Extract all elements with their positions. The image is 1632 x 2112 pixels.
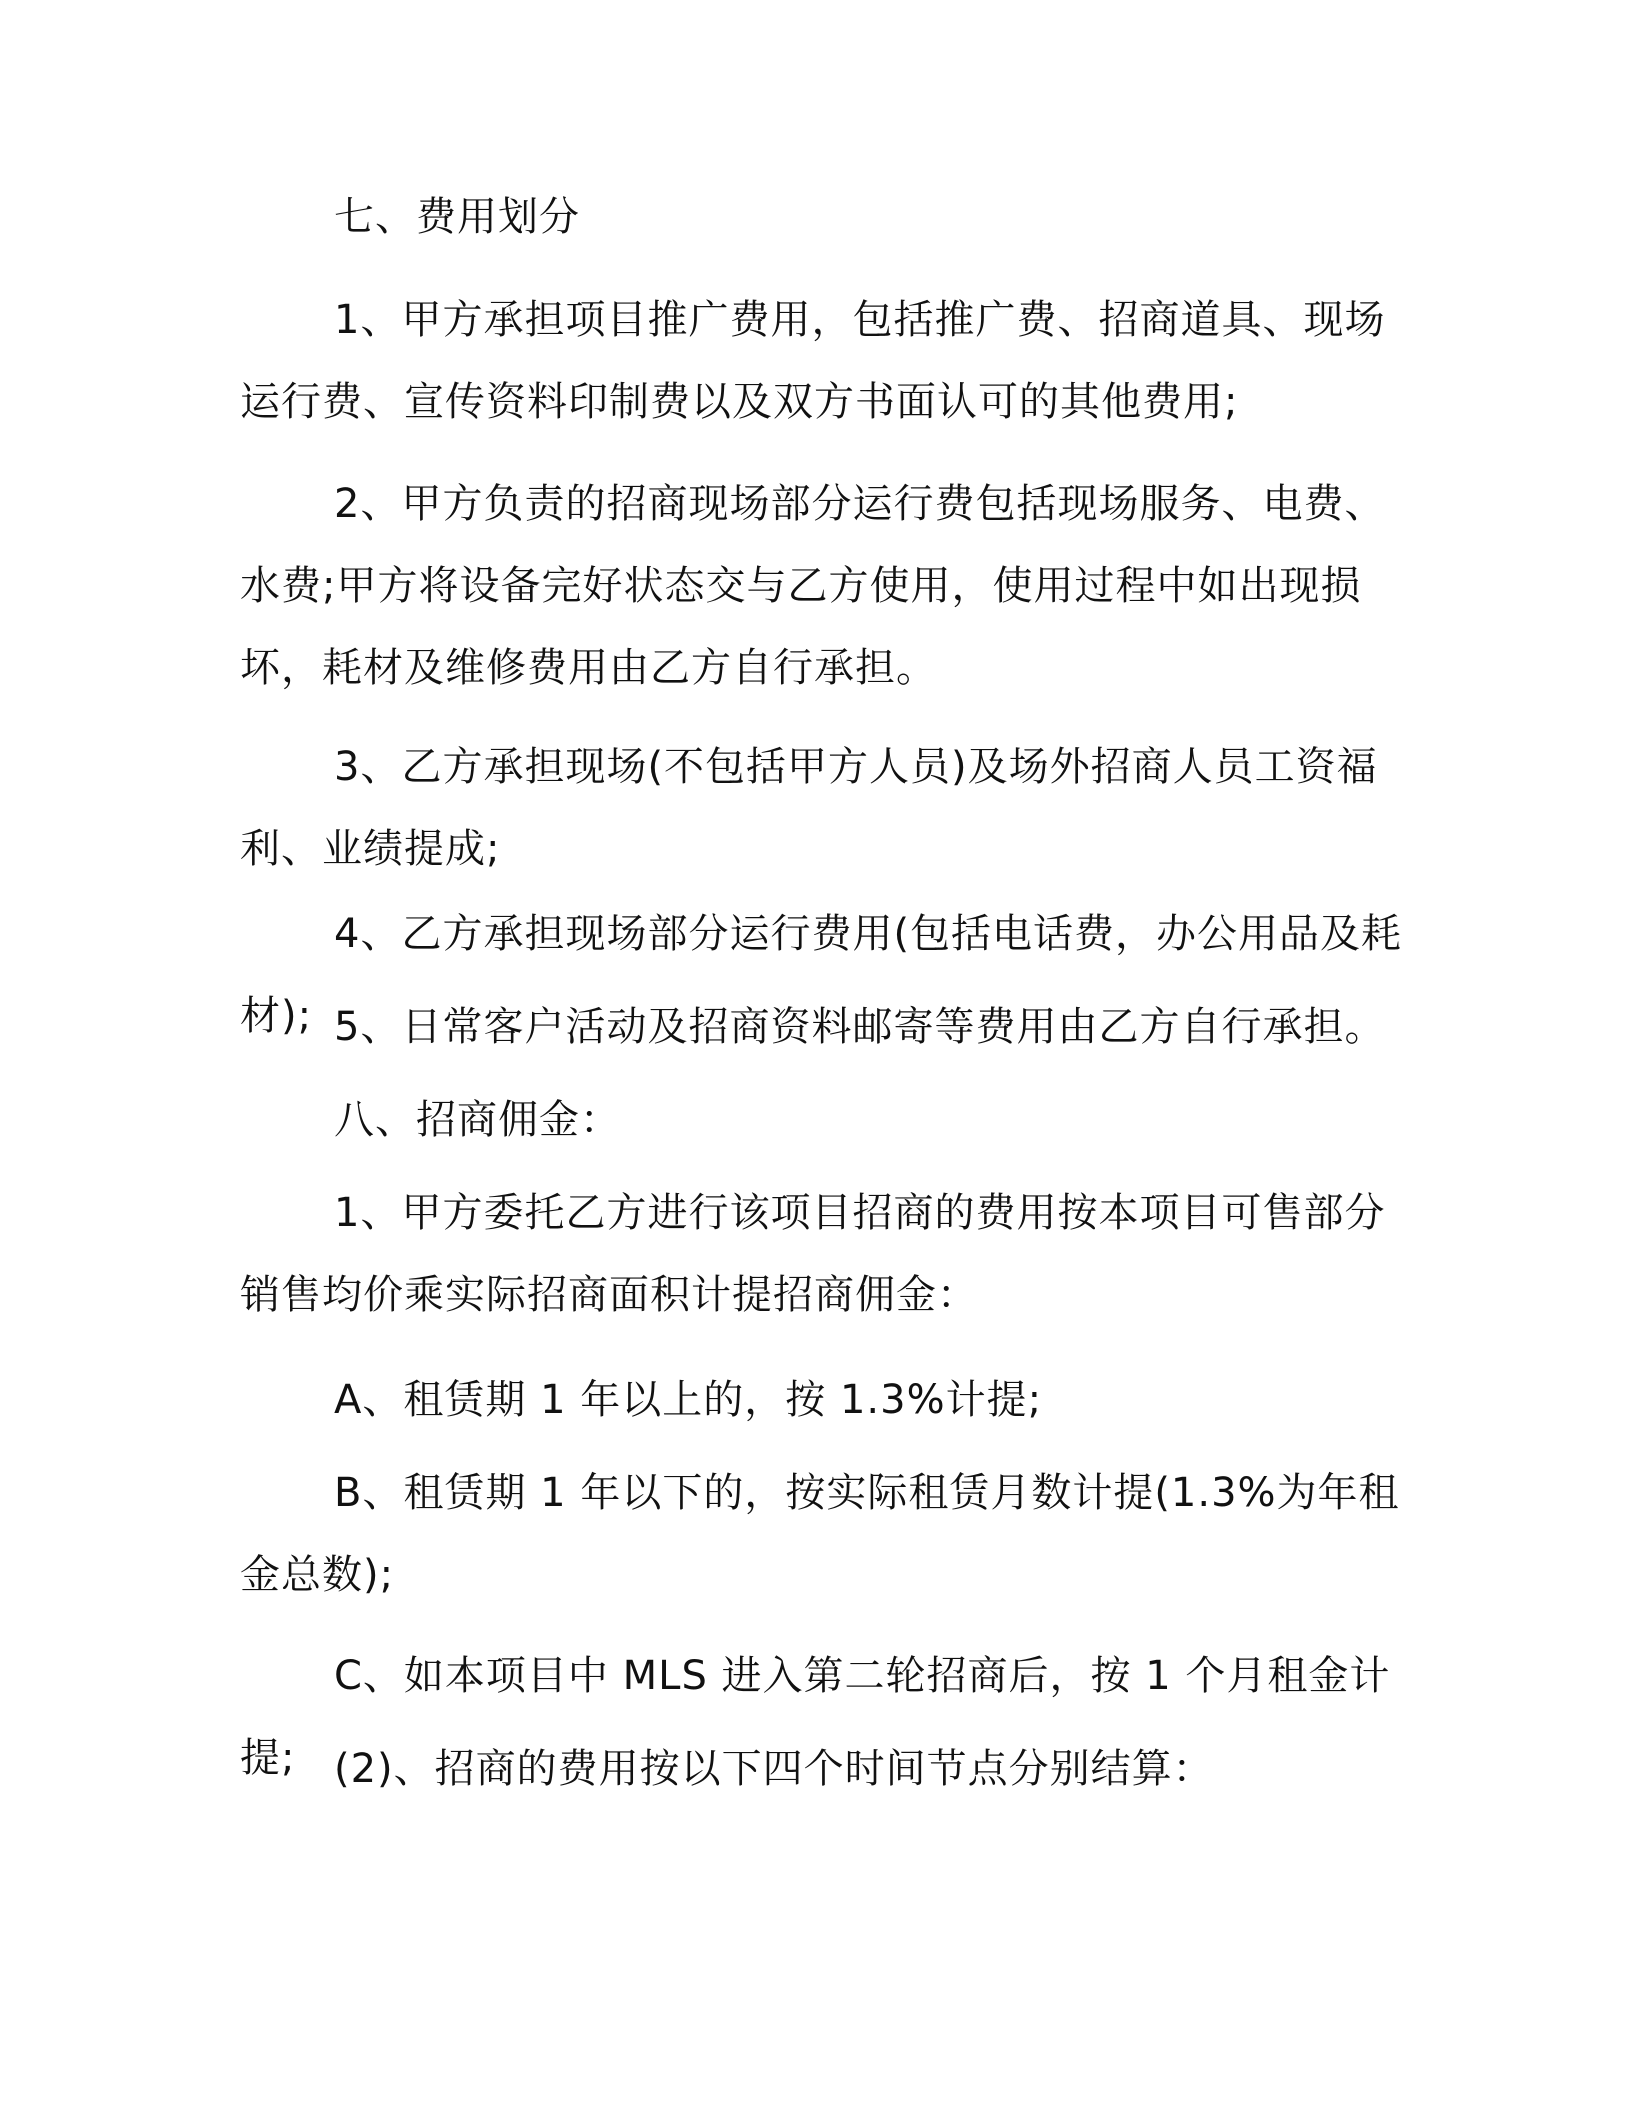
paragraph-item-b: B、租赁期 1 年以下的，按实际租赁月数计提(1.3%为年租金总数); [240, 1470, 1400, 1598]
paragraph-clause-1: 1、甲方承担项目推广费用，包括推广费、招商道具、现场运行费、宣传资料印制费以及双方书面认可的其他费用; [240, 297, 1386, 425]
paragraph-clause-2: 2、甲方负责的招商现场部分运行费包括现场服务、电费、水费;甲方将设备完好状态交与乙方使用，使用过程中如出现损坏，耗材及维修费用由乙方自行承担。 [240, 481, 1386, 691]
paragraph-commission-1: 1、甲方委托乙方进行该项目招商的费用按本项目可售部分销售均价乘实际招商面积计提招商佣金： [240, 1190, 1386, 1318]
section-heading-commission: 八、招商佣金： [334, 1097, 621, 1143]
section-heading-expense-division: 七、费用划分 [334, 194, 580, 240]
paragraph-clause-5: 5、日常客户活动及招商资料邮寄等费用由乙方自行承担。 [334, 1004, 1386, 1050]
paragraph-item-c: C、如本项目中 MLS 进入第二轮招商后，按 1 个月租金计提; [240, 1653, 1391, 1781]
paragraph-clause-3: 3、乙方承担现场(不包括甲方人员)及场外招商人员工资福利、业绩提成; [240, 744, 1378, 872]
paragraph-clause-4: 4、乙方承担现场部分运行费用(包括电话费，办公用品及耗材); [240, 911, 1403, 1039]
paragraph-settlement: (2)、招商的费用按以下四个时间节点分别结算： [334, 1746, 1214, 1792]
paragraph-item-a: A、租赁期 1 年以上的，按 1.3%计提; [334, 1377, 1043, 1423]
